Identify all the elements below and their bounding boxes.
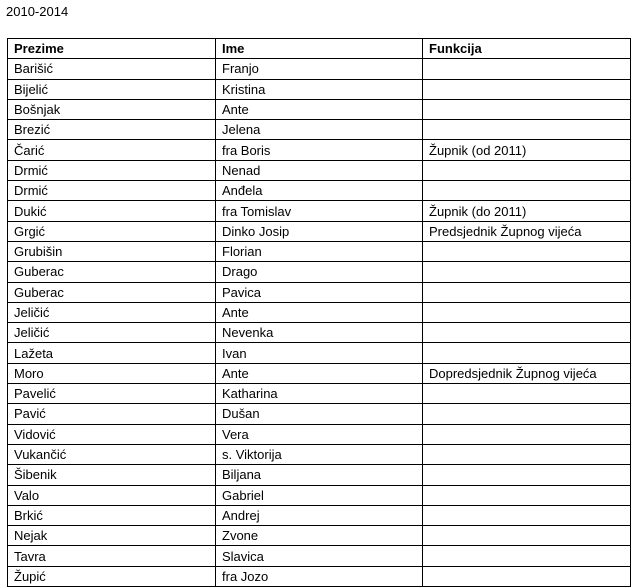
cell-prezime: Barišić [8, 59, 216, 79]
cell-ime: Florian [216, 241, 423, 261]
cell-ime: Nenad [216, 160, 423, 180]
cell-funkcija [423, 465, 631, 485]
table-row [8, 384, 631, 404]
cell-funkcija: Dopredsjednik Župnog vijeća [423, 363, 631, 383]
cell-prezime: Moro [8, 363, 216, 383]
table-row [8, 59, 631, 79]
cell-funkcija [423, 262, 631, 282]
cell-funkcija [423, 160, 631, 180]
cell-ime: Anđela [216, 181, 423, 201]
cell-ime: Ivan [216, 343, 423, 363]
cell-ime: Jelena [216, 120, 423, 140]
cell-ime: Franjo [216, 59, 423, 79]
table-row [8, 120, 631, 140]
table-row [8, 140, 631, 160]
table-row [8, 526, 631, 546]
cell-ime: Andrej [216, 505, 423, 525]
cell-prezime: Brkić [8, 505, 216, 525]
table-row [8, 485, 631, 505]
cell-ime: Pavica [216, 282, 423, 302]
cell-prezime: Dukić [8, 201, 216, 221]
cell-ime: s. Viktorija [216, 444, 423, 464]
cell-prezime: Vidović [8, 424, 216, 444]
cell-ime: fra Jozo [216, 566, 423, 586]
table-row [8, 99, 631, 119]
table-row [8, 181, 631, 201]
table-row [8, 343, 631, 363]
cell-prezime: Čarić [8, 140, 216, 160]
cell-funkcija [423, 343, 631, 363]
cell-funkcija [423, 404, 631, 424]
members-table [7, 38, 631, 587]
header-ime: Ime [216, 39, 423, 59]
table-row [8, 424, 631, 444]
table-row [8, 363, 631, 383]
cell-ime: Dinko Josip [216, 221, 423, 241]
cell-funkcija [423, 526, 631, 546]
cell-ime: fra Boris [216, 140, 423, 160]
table-row [8, 404, 631, 424]
cell-prezime: Šibenik [8, 465, 216, 485]
table-row [8, 201, 631, 221]
cell-prezime: Pavić [8, 404, 216, 424]
cell-ime: Kristina [216, 79, 423, 99]
cell-prezime: Vukančić [8, 444, 216, 464]
table-row [8, 465, 631, 485]
table-row [8, 79, 631, 99]
cell-funkcija: Župnik (do 2011) [423, 201, 631, 221]
cell-funkcija [423, 181, 631, 201]
cell-funkcija [423, 302, 631, 322]
cell-funkcija [423, 59, 631, 79]
cell-prezime: Guberac [8, 282, 216, 302]
cell-funkcija [423, 282, 631, 302]
cell-funkcija [423, 505, 631, 525]
cell-ime: Katharina [216, 384, 423, 404]
cell-prezime: Jeličić [8, 323, 216, 343]
cell-prezime: Brezić [8, 120, 216, 140]
cell-prezime: Tavra [8, 546, 216, 566]
cell-prezime: Valo [8, 485, 216, 505]
cell-prezime: Drmić [8, 181, 216, 201]
table-row [8, 505, 631, 525]
cell-funkcija [423, 546, 631, 566]
cell-prezime: Grgić [8, 221, 216, 241]
table-row [8, 241, 631, 261]
cell-funkcija [423, 241, 631, 261]
cell-prezime: Grubišin [8, 241, 216, 261]
cell-funkcija [423, 323, 631, 343]
cell-funkcija: Župnik (od 2011) [423, 140, 631, 160]
cell-ime: Nevenka [216, 323, 423, 343]
table-row [8, 262, 631, 282]
cell-funkcija [423, 79, 631, 99]
table-row [8, 302, 631, 322]
cell-ime: Gabriel [216, 485, 423, 505]
cell-ime: Ante [216, 302, 423, 322]
header-prezime: Prezime [8, 39, 216, 59]
table-row [8, 282, 631, 302]
cell-ime: Drago [216, 262, 423, 282]
cell-funkcija [423, 566, 631, 586]
header-funkcija: Funkcija [423, 39, 631, 59]
table-row [8, 160, 631, 180]
document-title: 2010-2014 [6, 4, 69, 19]
cell-ime: Ante [216, 363, 423, 383]
cell-ime: Slavica [216, 546, 423, 566]
cell-ime: Ante [216, 99, 423, 119]
table-row [8, 323, 631, 343]
cell-prezime: Jeličić [8, 302, 216, 322]
cell-prezime: Župić [8, 566, 216, 586]
cell-funkcija [423, 120, 631, 140]
table-row [8, 444, 631, 464]
cell-prezime: Drmić [8, 160, 216, 180]
cell-prezime: Nejak [8, 526, 216, 546]
cell-funkcija [423, 444, 631, 464]
cell-ime: Dušan [216, 404, 423, 424]
cell-prezime: Pavelić [8, 384, 216, 404]
cell-ime: Biljana [216, 465, 423, 485]
cell-funkcija [423, 485, 631, 505]
table-row [8, 566, 631, 586]
cell-prezime: Bošnjak [8, 99, 216, 119]
table-header-row [8, 39, 631, 59]
cell-prezime: Lažeta [8, 343, 216, 363]
cell-prezime: Guberac [8, 262, 216, 282]
cell-funkcija [423, 384, 631, 404]
table-row [8, 546, 631, 566]
cell-ime: fra Tomislav [216, 201, 423, 221]
cell-funkcija [423, 99, 631, 119]
cell-ime: Zvone [216, 526, 423, 546]
cell-funkcija: Predsjednik Župnog vijeća [423, 221, 631, 241]
cell-funkcija [423, 424, 631, 444]
cell-ime: Vera [216, 424, 423, 444]
cell-prezime: Bijelić [8, 79, 216, 99]
table-row [8, 221, 631, 241]
